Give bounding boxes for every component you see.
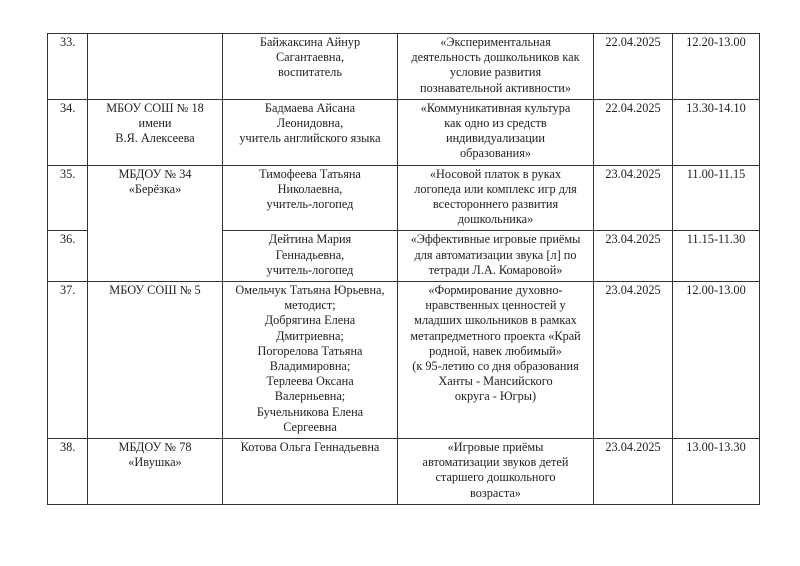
topic-cell: «Носовой платок в руках логопеда или комплекс игр для всестороннего развития дошкольника» (398, 165, 594, 231)
table-row (48, 165, 760, 231)
person-cell: Котова Ольга Геннадьевна (223, 439, 398, 505)
time-cell: 11.15-11.30 (673, 231, 760, 282)
time-cell: 13.30-14.10 (673, 99, 760, 165)
topic-cell: «Игровые приёмы автоматизации звуков детей старшего дошкольного возраста» (398, 439, 594, 505)
date-cell: 23.04.2025 (594, 439, 673, 505)
table-row (48, 34, 760, 100)
organization-cell (88, 34, 223, 100)
person-cell: Дейтина Мария Геннадьевна, учитель-логопед (223, 231, 398, 282)
date-cell: 23.04.2025 (594, 282, 673, 439)
person-cell: Омельчук Татьяна Юрьевна, методист; Добрягина Елена Дмитриевна; Погорелова Татьяна Владимировна; Терлеева Оксана Валерньевна; Бучельникова Елена Сергеевна (223, 282, 398, 439)
time-cell: 12.20-13.00 (673, 34, 760, 100)
date-cell: 22.04.2025 (594, 99, 673, 165)
organization-cell: МБОУ СОШ № 18 имени В.Я. Алексеева (88, 99, 223, 165)
topic-cell: «Коммуникативная культура как одно из средств индивидуализации образования» (398, 99, 594, 165)
row-number: 38. (48, 439, 88, 505)
date-cell: 23.04.2025 (594, 165, 673, 231)
person-cell: Бадмаева Айсана Леонидовна, учитель английского языка (223, 99, 398, 165)
row-number: 34. (48, 99, 88, 165)
row-number: 33. (48, 34, 88, 100)
time-cell: 13.00-13.30 (673, 439, 760, 505)
schedule-table (47, 33, 760, 505)
person-cell: Тимофеева Татьяна Николаевна, учитель-логопед (223, 165, 398, 231)
table-row (48, 439, 760, 505)
table-row (48, 99, 760, 165)
row-number: 37. (48, 282, 88, 439)
date-cell: 22.04.2025 (594, 34, 673, 100)
date-cell: 23.04.2025 (594, 231, 673, 282)
row-number: 36. (48, 231, 88, 282)
person-cell: Байжаксина Айнур Сагантаевна, воспитатель (223, 34, 398, 100)
organization-cell: МБДОУ № 34 «Берёзка» (88, 165, 223, 281)
row-number: 35. (48, 165, 88, 231)
time-cell: 12.00-13.00 (673, 282, 760, 439)
topic-cell: «Эффективные игровые приёмы для автоматизации звука [л] по тетради Л.А. Комаровой» (398, 231, 594, 282)
organization-cell: МБОУ СОШ № 5 (88, 282, 223, 439)
organization-cell: МБДОУ № 78 «Ивушка» (88, 439, 223, 505)
time-cell: 11.00-11.15 (673, 165, 760, 231)
topic-cell: «Формирование духовно- нравственных ценностей у младших школьников в рамках метапредметного проекта «Край родной, навек любимый» (к 95-летию со дня образования Ханты - Мансийского округа - Югры) (398, 282, 594, 439)
table-row (48, 282, 760, 439)
topic-cell: «Экспериментальная деятельность дошкольников как условие развития познавательной активности» (398, 34, 594, 100)
